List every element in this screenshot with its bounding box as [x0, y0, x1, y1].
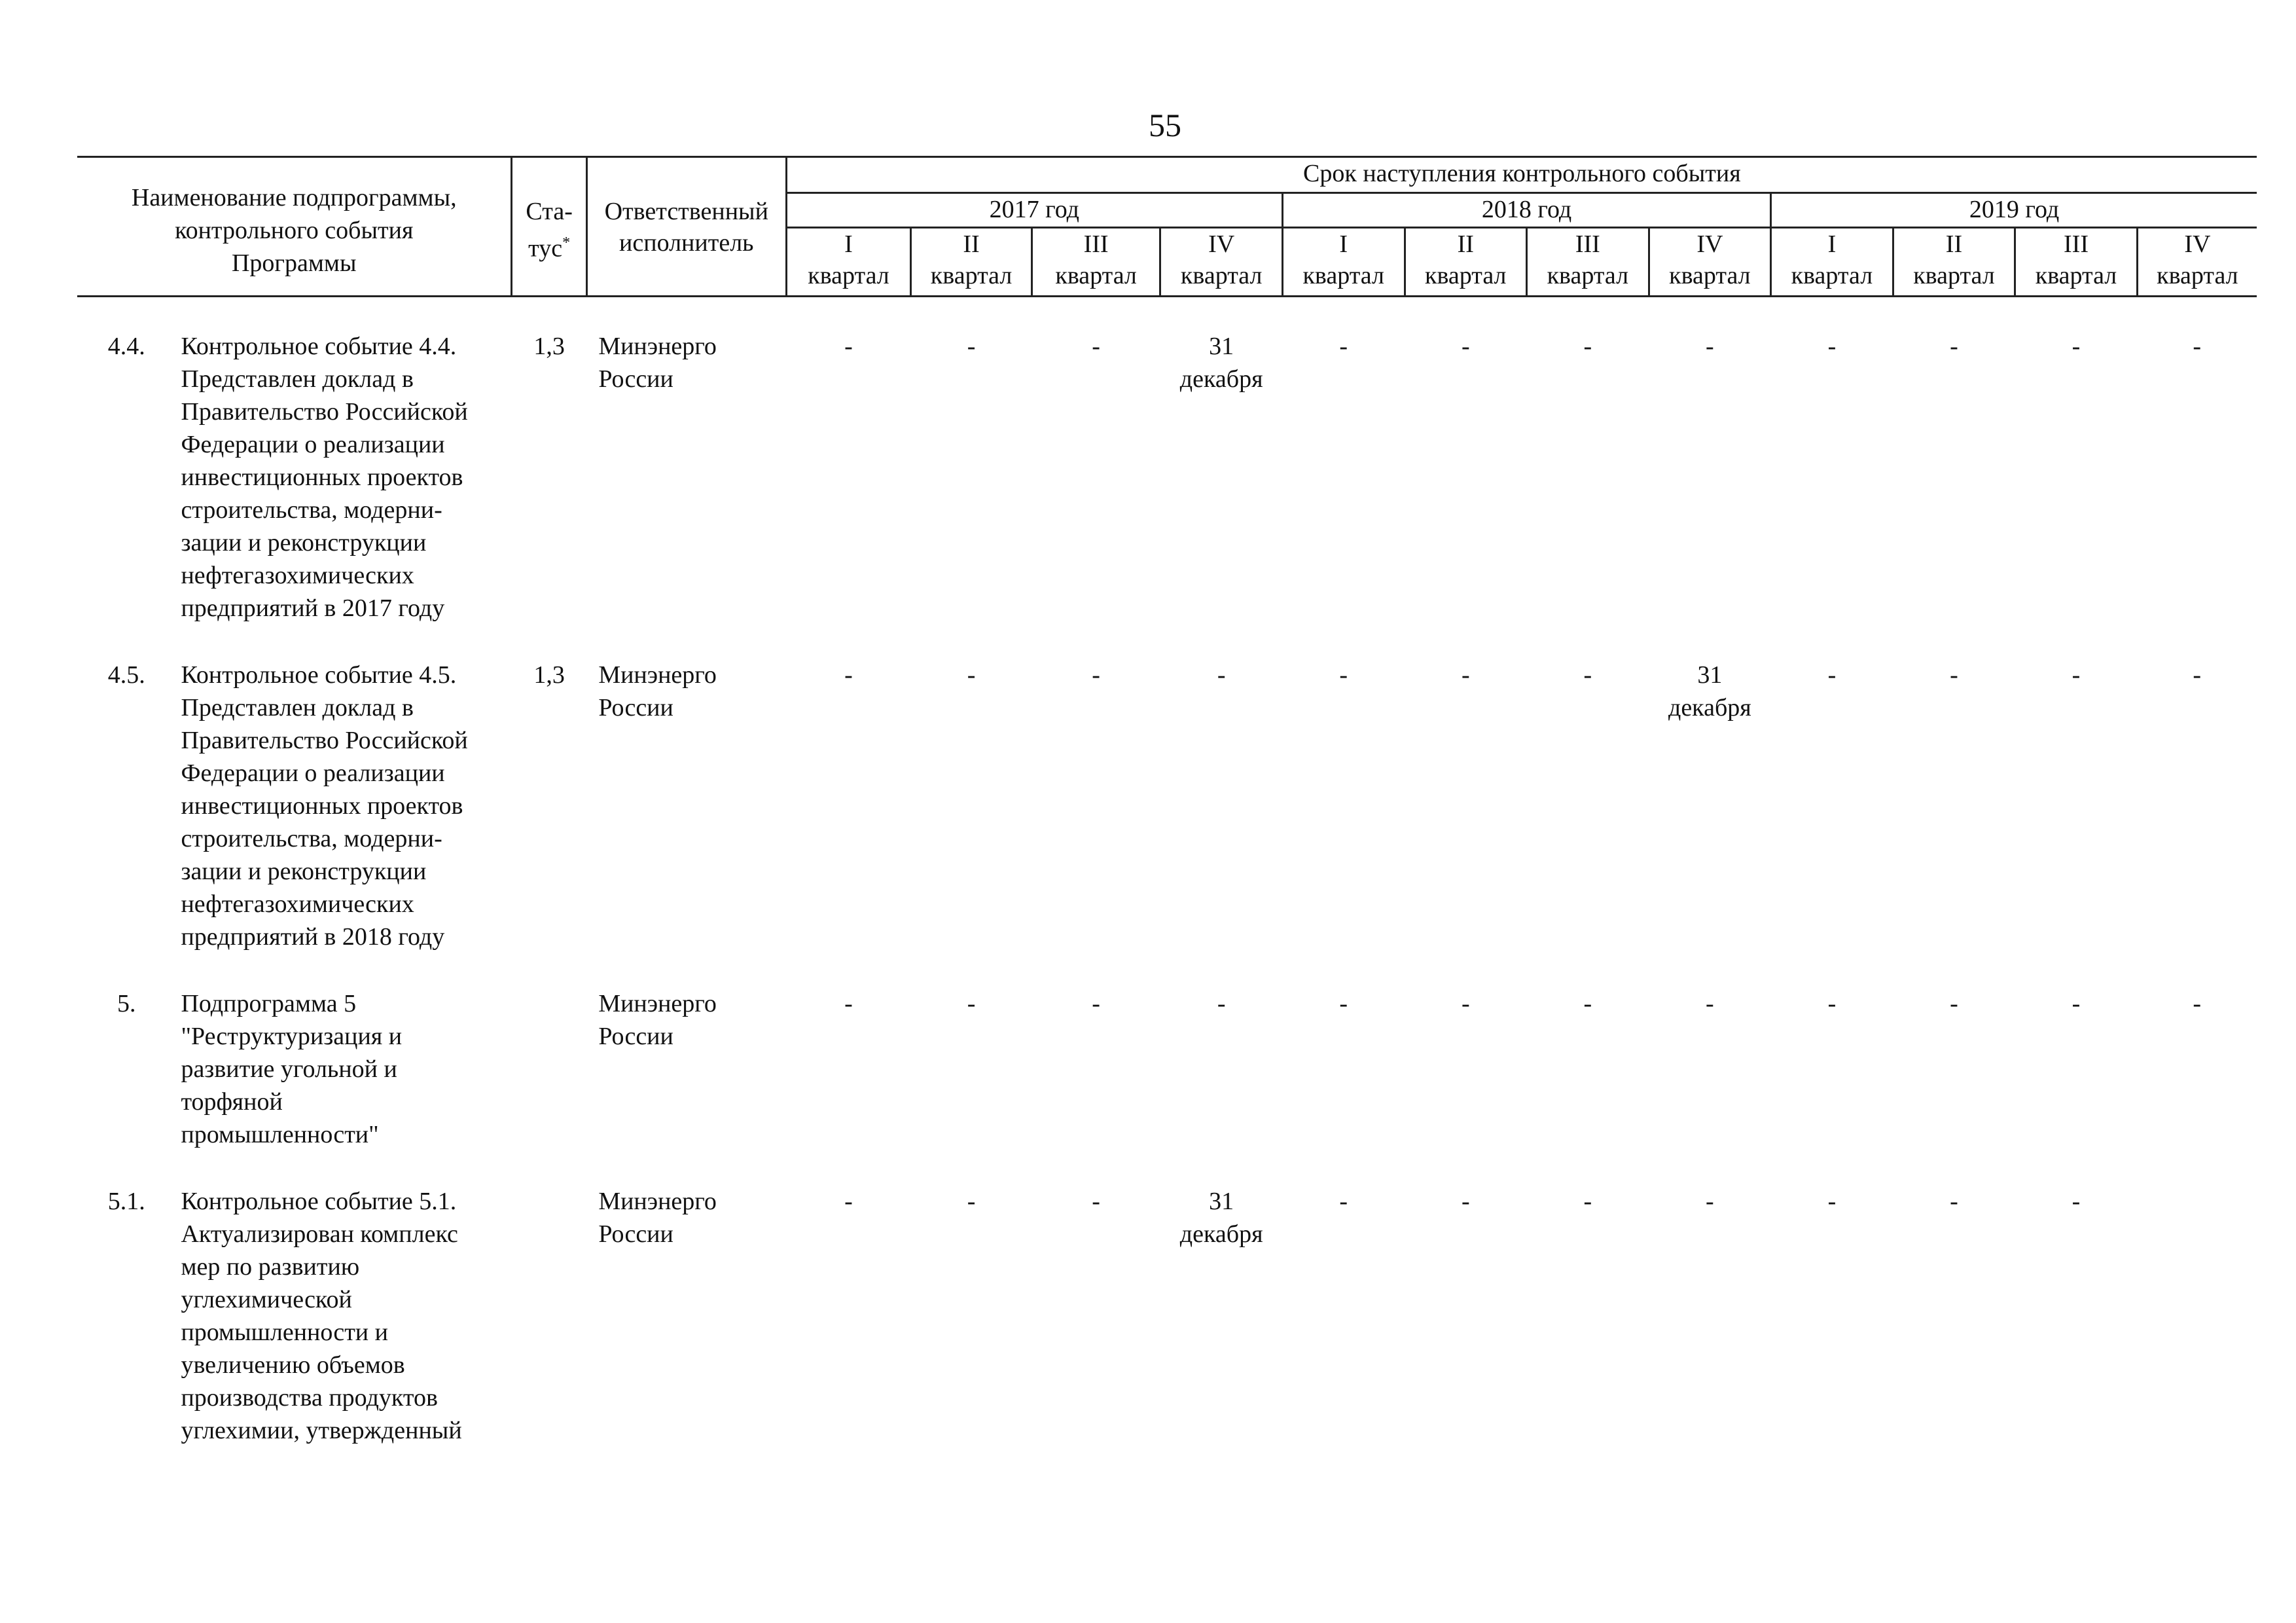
event-name-line: Федерации о реализации — [181, 431, 445, 458]
status-column-header — [512, 157, 586, 297]
row-number: 5. — [117, 990, 136, 1017]
event-name — [175, 1185, 512, 1447]
quarter-cell-line: 31 — [1209, 1188, 1234, 1215]
table-row — [77, 330, 2257, 625]
quarter-cell — [786, 330, 911, 625]
quarter-word: квартал — [1791, 262, 1873, 289]
table-row — [77, 987, 2257, 1151]
quarter-word: квартал — [1425, 262, 1507, 289]
quarter-word: квартал — [2157, 262, 2238, 289]
name-column-header — [77, 157, 512, 297]
page-number: 55 — [1149, 107, 1181, 143]
quarter-cell-line: - — [2072, 661, 2081, 689]
quarter-cell-line: - — [1583, 661, 1592, 689]
quarter-cell — [2137, 330, 2257, 625]
quarter-cell — [1649, 330, 1771, 625]
quarter-cell-line: - — [1092, 333, 1100, 360]
status-cell — [512, 987, 586, 1151]
quarter-cell — [1893, 330, 2015, 625]
quarter-cell-line: - — [1092, 1188, 1100, 1215]
status-cell: 1,3 — [533, 333, 565, 360]
quarter-cell — [1649, 659, 1771, 953]
responsible-line: Минэнерго — [598, 990, 717, 1017]
event-name-line: Правительство Российской — [181, 398, 468, 426]
quarter-cell — [1031, 1185, 1160, 1447]
quarter-cell — [1771, 1185, 1893, 1447]
event-name-line: строительства, модерни- — [181, 496, 442, 524]
deadline-group-header: Срок наступления контрольного события — [786, 157, 2257, 193]
quarter-cell — [1282, 659, 1405, 953]
quarter-numeral: IV — [2184, 230, 2211, 258]
quarter-cell-line: - — [844, 333, 853, 360]
quarter-cell-line: - — [1827, 333, 1837, 360]
quarter-numeral: II — [963, 230, 980, 258]
quarter-cell — [2137, 987, 2257, 1151]
name-column-header-line: Программы — [231, 249, 357, 277]
quarter-cell — [1160, 1185, 1283, 1447]
quarter-header — [1771, 228, 1893, 297]
table-header — [77, 157, 2257, 297]
control-events-table — [77, 156, 2257, 1447]
table-row — [77, 1185, 2257, 1447]
quarter-cell-line: - — [1339, 990, 1348, 1017]
quarter-cell-line: - — [1583, 1188, 1592, 1215]
event-name-line: нефтегазохимических — [181, 562, 414, 589]
status-cell: 1,3 — [533, 661, 565, 689]
quarter-word: квартал — [1180, 262, 1263, 289]
quarter-cell-line: - — [1827, 1188, 1837, 1215]
responsible-line: Минэнерго — [598, 661, 717, 689]
quarter-cell — [2015, 987, 2138, 1151]
quarter-word: квартал — [1055, 262, 1137, 289]
quarter-word: квартал — [930, 262, 1013, 289]
event-name-line: торфяной — [181, 1088, 283, 1116]
event-name-line: Контрольное событие 4.5. — [181, 661, 457, 689]
event-name-line: мер по развитию — [181, 1253, 360, 1281]
quarter-word: квартал — [1547, 262, 1629, 289]
responsible-cell — [586, 1185, 786, 1447]
name-column-header-line: контрольного события — [175, 217, 414, 244]
quarter-cell-line: - — [967, 990, 976, 1017]
table-row — [77, 659, 2257, 953]
event-name-line: производства продуктов — [181, 1384, 438, 1412]
responsible-column-header — [586, 157, 786, 297]
quarter-numeral: III — [1083, 230, 1109, 258]
quarter-cell — [1031, 330, 1160, 625]
quarter-cell — [1160, 330, 1283, 625]
quarter-cell-line: - — [1827, 990, 1837, 1017]
event-name-line: инвестиционных проектов — [181, 464, 463, 491]
quarter-cell — [911, 987, 1032, 1151]
quarter-cell-line: - — [1706, 333, 1714, 360]
quarter-numeral: IV — [1208, 230, 1235, 258]
quarter-cell — [1771, 987, 1893, 1151]
quarter-cell-line: - — [1706, 990, 1714, 1017]
quarter-cell-line: - — [967, 1188, 976, 1215]
status-footnote-mark: * — [562, 234, 571, 251]
quarter-cell-line: - — [1339, 661, 1348, 689]
quarter-header — [1282, 228, 1405, 297]
quarter-cell — [1771, 330, 1893, 625]
quarter-cell-line: декабря — [1668, 694, 1751, 721]
responsible-cell — [586, 987, 786, 1151]
quarter-cell — [1893, 659, 2015, 953]
responsible-header-line: Ответственный — [604, 198, 768, 225]
quarter-numeral: II — [1457, 230, 1474, 258]
quarter-cell — [1893, 1185, 2015, 1447]
quarter-cell — [2137, 659, 2257, 953]
quarter-cell-line: - — [1339, 1188, 1348, 1215]
quarter-header — [911, 228, 1032, 297]
quarter-header — [1405, 228, 1527, 297]
quarter-cell — [1893, 987, 2015, 1151]
quarter-word: квартал — [808, 262, 889, 289]
quarter-cell-line: - — [1461, 661, 1470, 689]
quarter-cell — [1160, 987, 1283, 1151]
quarter-header — [1031, 228, 1160, 297]
event-name-line: предприятий в 2017 году — [181, 594, 445, 622]
event-name-line: Подпрограмма 5 — [181, 990, 357, 1017]
quarter-cell — [1282, 330, 1405, 625]
quarter-cell — [2015, 330, 2138, 625]
quarter-cell-line: - — [2193, 333, 2201, 360]
quarter-cell-line: - — [844, 1188, 853, 1215]
quarter-word: квартал — [2035, 262, 2117, 289]
quarter-cell — [2137, 1185, 2257, 1447]
quarter-cell — [1160, 659, 1283, 953]
quarter-cell — [911, 330, 1032, 625]
quarter-header — [1527, 228, 1649, 297]
responsible-line: Минэнерго — [598, 333, 717, 360]
event-name-line: Представлен доклад в — [181, 365, 414, 393]
quarter-cell-line: 31 — [1697, 661, 1723, 689]
status-header-text: тус — [528, 234, 563, 263]
event-name-line: промышленности и — [181, 1319, 388, 1346]
year-header: 2017 год — [786, 193, 1282, 228]
event-name-line: Актуализирован комплекс — [181, 1220, 458, 1248]
responsible-cell — [586, 659, 786, 953]
quarter-cell — [1031, 987, 1160, 1151]
quarter-cell — [2015, 1185, 2138, 1447]
quarter-cell-line: - — [1950, 661, 1958, 689]
event-name-line: строительства, модерни- — [181, 825, 442, 852]
responsible-line: России — [598, 694, 673, 721]
quarter-cell-line: - — [1706, 1188, 1714, 1215]
status-cell — [512, 1185, 586, 1447]
quarter-cell-line: - — [2193, 661, 2201, 689]
quarter-cell-line: - — [1827, 661, 1837, 689]
event-name-line: зации и реконструкции — [181, 858, 427, 885]
event-name-line: Контрольное событие 4.4. — [181, 333, 457, 360]
quarter-cell-line: - — [1461, 990, 1470, 1017]
quarter-cell — [1405, 330, 1527, 625]
event-name-line: развитие угольной и — [181, 1055, 397, 1083]
year-header: 2019 год — [1771, 193, 2257, 228]
row-number: 5.1. — [107, 1188, 145, 1215]
quarter-cell-line: - — [967, 333, 976, 360]
quarter-cell-line: - — [1217, 661, 1226, 689]
quarter-cell-line: - — [967, 661, 976, 689]
quarter-cell-line: - — [1950, 1188, 1958, 1215]
schedule-table-container — [77, 156, 2257, 1447]
quarter-cell-line: - — [1092, 990, 1100, 1017]
quarter-cell-line: - — [844, 661, 853, 689]
event-name-line: Правительство Российской — [181, 727, 468, 754]
quarter-numeral: I — [1339, 230, 1348, 258]
quarter-cell — [1282, 987, 1405, 1151]
quarter-cell — [1527, 1185, 1649, 1447]
quarter-cell — [1405, 1185, 1527, 1447]
quarter-numeral: III — [2064, 230, 2089, 258]
quarter-cell — [1771, 659, 1893, 953]
year-header: 2018 год — [1282, 193, 1770, 228]
quarter-cell-line: - — [1461, 1188, 1470, 1215]
quarter-cell — [786, 987, 911, 1151]
quarter-numeral: I — [1827, 230, 1837, 258]
quarter-header — [2137, 228, 2257, 297]
event-name — [175, 987, 512, 1151]
event-name — [175, 659, 512, 953]
quarter-cell-line: 31 — [1209, 333, 1234, 360]
quarter-header — [2015, 228, 2138, 297]
responsible-header-line: исполнитель — [619, 229, 754, 257]
quarter-numeral: II — [1945, 230, 1963, 258]
quarter-cell — [1282, 1185, 1405, 1447]
quarter-header — [786, 228, 911, 297]
quarter-cell-line: - — [1217, 990, 1226, 1017]
quarter-cell-line: - — [1583, 333, 1592, 360]
responsible-line: России — [598, 1220, 673, 1248]
quarter-word: квартал — [1913, 262, 1995, 289]
quarter-cell — [1527, 330, 1649, 625]
quarter-cell-line: - — [2072, 333, 2081, 360]
quarter-cell-line: - — [1950, 990, 1958, 1017]
name-column-header-line: Наименование подпрограммы, — [131, 184, 457, 211]
event-name-line: "Реструктуризация и — [181, 1023, 403, 1050]
responsible-line: России — [598, 1023, 673, 1050]
quarter-numeral: III — [1575, 230, 1600, 258]
event-name-line: промышленности" — [181, 1121, 379, 1148]
quarter-cell — [2015, 659, 2138, 953]
event-name-line: Контрольное событие 5.1. — [181, 1188, 457, 1215]
quarter-cell — [1649, 1185, 1771, 1447]
quarter-cell-line: - — [1950, 333, 1958, 360]
quarter-cell-line: - — [844, 990, 853, 1017]
quarter-cell-line: - — [2072, 1188, 2081, 1215]
event-name-line: зации и реконструкции — [181, 529, 427, 556]
row-number: 4.4. — [107, 333, 145, 360]
responsible-line: России — [598, 365, 673, 393]
responsible-line: Минэнерго — [598, 1188, 717, 1215]
event-name-line: углехимической — [181, 1286, 352, 1313]
event-name-line: Федерации о реализации — [181, 759, 445, 787]
quarter-cell — [1405, 659, 1527, 953]
quarter-cell — [1405, 987, 1527, 1151]
quarter-cell — [911, 1185, 1032, 1447]
quarter-header — [1893, 228, 2015, 297]
event-name-line: инвестиционных проектов — [181, 792, 463, 820]
status-header-bottom — [512, 227, 585, 264]
event-name-line: нефтегазохимических — [181, 890, 414, 918]
event-name-line: предприятий в 2018 году — [181, 923, 445, 951]
quarter-cell — [1527, 659, 1649, 953]
quarter-cell-line: - — [1461, 333, 1470, 360]
quarter-header — [1649, 228, 1771, 297]
quarter-cell-line: - — [1583, 990, 1592, 1017]
quarter-cell-line: - — [1092, 661, 1100, 689]
quarter-header — [1160, 228, 1283, 297]
table-body — [77, 297, 2257, 1448]
event-name-line: Представлен доклад в — [181, 694, 414, 721]
quarter-cell-line: - — [1339, 333, 1348, 360]
quarter-cell-line: - — [2193, 990, 2201, 1017]
quarter-cell — [1527, 987, 1649, 1151]
quarter-word: квартал — [1302, 262, 1384, 289]
quarter-cell — [911, 659, 1032, 953]
status-header-top: Ста- — [526, 198, 573, 225]
quarter-cell — [786, 1185, 911, 1447]
quarter-cell-line: декабря — [1179, 1220, 1263, 1248]
quarter-cell — [786, 659, 911, 953]
quarter-numeral: IV — [1696, 230, 1723, 258]
responsible-cell — [586, 330, 786, 625]
quarter-cell-line: - — [2072, 990, 2081, 1017]
quarter-cell — [1649, 987, 1771, 1151]
quarter-numeral: I — [844, 230, 853, 258]
row-number: 4.5. — [107, 661, 145, 689]
quarter-cell — [1031, 659, 1160, 953]
event-name-line: увеличению объемов — [181, 1351, 405, 1379]
quarter-cell-line: декабря — [1179, 365, 1263, 393]
event-name — [175, 330, 512, 625]
quarter-word: квартал — [1669, 262, 1751, 289]
event-name-line: углехимии, утвержденный — [181, 1417, 462, 1444]
